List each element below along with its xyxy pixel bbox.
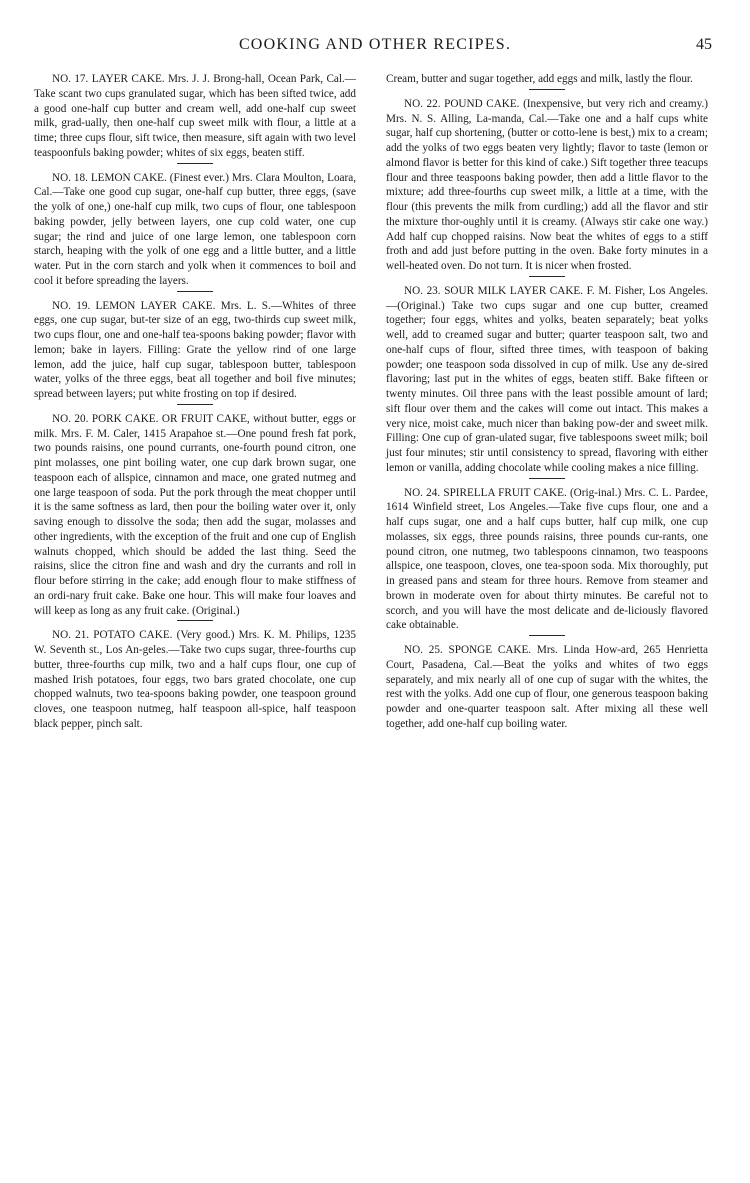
running-head (0, 36, 750, 60)
recipe-no-21-continuation: Cream, butter and sugar together, add eggs and milk, lastly the flour. (386, 73, 693, 85)
recipe-no-18: NO. 18. LEMON CAKE. (Finest ever.) Mrs. Clara Moulton, Loara, Cal.—Take one good cup sugar, one-half cup butter, three eggs, (save the yolk of one,) one-half cup milk, two cups of flour, one tablespoon baking powder, jelly between layers, one cup cold water, one cup sugar; the rind and juice of one large lemon, one tablespoon corn starch, heaping with the yolk of one egg and a little butter, and a little water. Put in the corn starch and yolk when it commences to boil and cool it before spreading the layers. (34, 171, 356, 287)
recipe-separator (177, 291, 213, 292)
recipe-separator (529, 478, 565, 479)
recipe-separator (529, 89, 565, 90)
left-column (34, 72, 356, 732)
running-title: COOKING AND OTHER RECIPES. (238, 36, 512, 53)
recipe-no-24: NO. 24. SPIRELLA FRUIT CAKE. (Orig-inal.) Mrs. C. L. Pardee, 1614 Winfield street, Los Angeles.—Take five cups flour, one and a half cups sugar, one and a half cups butter, half cup milk, one cup molasses, six eggs, three pounds raisins, three pounds cur-rants, one pound citron, one nutmeg, two tablespoons cinnamon, two teaspoons allspice, one teaspoon, cloves, one tea-spoon soda. Mix thoroughly, put in greased pans and steam for three hours. Remove from steamer and brown in moderate oven for about thirty minutes. Be careful not to scorch, and you will have the most delicate and de-liciously flavored cake obtainable. (386, 486, 708, 632)
recipe-no-23: NO. 23. SOUR MILK LAYER CAKE. F. M. Fisher, Los Angeles.—(Original.) Take two cups sugar and one cup butter, creamed together; four eggs, whites and yolks, beaten separately; beat yolks well, add to creamed sugar and butter; quarter teaspoon salt, two and one-half cups of flour, sifted three times, with teaspoon of baking powder; one teaspoon soda dissolved in cup of milk. Use any de-sired flavoring; last put in the whites of eggs, beaten stiff. Bake fifteen or twenty minutes. Oil three pans with the least possible amount of lard; sift flour over them and the cakes will come out intact. This makes a very nice, moist cake, much nicer than baking pow-der and sweet milk. Filling: One cup of gran-ulated sugar, five tablespoons sweet milk; boil just four minutes; stir until consistency to spread, flavoring with either lemon or vanilla, adding chocolate while cooling makes a nice filling. (386, 284, 708, 474)
recipe-no-19: NO. 19. LEMON LAYER CAKE. Mrs. L. S.—Whites of three eggs, one cup sugar, but-ter size of an egg, two-thirds cup sweet milk, two cups flour, one and one-half tea-spoons baking powder; flavor with lemon; bake in layers. Filling: Grate the yellow rind of one large lemon, add the juice, half cup sugar, tablespoon butter, tablespoon water, yolks of the three eggs, beat all together and boil five minutes; spread between layers; put white frosting on top if desired. (34, 299, 356, 400)
right-column (386, 72, 708, 732)
recipe-no-20: NO. 20. PORK CAKE. OR FRUIT CAKE, without butter, eggs or milk. Mrs. F. M. Caler, 1415 Arapahoe st.—One pound fresh fat pork, two pounds raisins, one pound currants, one-fourth pound citron, one pint molasses, one pint boiling water, one cup dark brown sugar, one teaspoon each of allspice, cinnamon and mace, one grated nutmeg and one large teaspoon of soda. Put the pork through the meat chopper until it is the same softness as lard, then pour the boiling water over it, only saving enough to dissolve the soda; then add the sugar, molasses and other ingredients, with the exception of the fruit and one cup of English walnuts chopped, which should be added the last thing. Seed the raisins, slice the citron fine and wash and dry the currants and roll in flour before stirring in the cake; add enough flour to make stiffness of an ordi-nary fruit cake. Bake one hour. This will make four loaves and will keep as long as any fruit cake. (Original.) (34, 412, 356, 617)
page-number: 45 (696, 36, 712, 53)
recipe-no-21: NO. 21. POTATO CAKE. (Very good.) Mrs. K. M. Philips, 1235 W. Seventh st., Los An-geles.—Take two cups sugar, three-fourths cup butter, three-fourths cup milk, two and a half cups flour, one cup of mashed Irish potatoes, four eggs, two bars grated chocolate, one cup chopped walnuts, two tea-spoons baking powder, one teaspoon ground cloves, one teaspoon nutmeg, half teaspoon all-spice, half teaspoon black pepper, pinch salt. (34, 629, 356, 730)
recipe-no-17: NO. 17. LAYER CAKE. Mrs. J. J. Brong-hall, Ocean Park, Cal.—Take scant two cups granulated sugar, which has been sifted twice, add a good one-half cup butter and cream well, add one-half cup sweet milk, grad-ually, then one-half cup sweet milk with flour, a little at a time; three cups flour, sift twice, then measure, sift again with two level teaspoonfuls baking powder; whites of six eggs, beaten stiff. (34, 73, 356, 159)
recipe-separator (177, 620, 213, 621)
recipe-separator (177, 404, 213, 405)
recipe-no-25: NO. 25. SPONGE CAKE. Mrs. Linda How-ard, 265 Henrietta Court, Pasadena, Cal.—Beat the yolks and whites of two eggs separately, and mix nearly all of one cup of sugar with the whites, the rest with the yolks. Add one cup of flour, one generous teaspoon baking powder and one-quarter teaspoon salt. After mixing all these well together, add one-half cup boiling water. (386, 644, 708, 730)
recipe-separator (177, 163, 213, 164)
recipe-separator (529, 635, 565, 636)
recipe-no-22: NO. 22. POUND CAKE. (Inexpensive, but very rich and creamy.) Mrs. N. S. Alling, La-manda, Cal.—Take one and a half cups white sugar, half cup shortening, (butter or cotto-lene is best,) mix to a cream; add the yolks of two eggs beaten very lightly; flavor to taste (lemon or almond flavor is better for this kind of cake.) Sift together three teacups flour and three teaspoons baking powder, then add a little flavor to the mixture; add three-fourths cup sweet milk, a little at a time, with the flour (this prevents the milk from curdling;) add all the flavor and stir the mixture thor-oughly until it is creamy. (Always stir cake one way.) Add half cup chopped raisins. Now beat the whites of eggs to a stiff froth and add just before putting in the oven. Bake forty minutes in a well-heated oven. Do not turn. It is nicer when frosted. (386, 97, 708, 272)
recipe-separator (529, 276, 565, 277)
